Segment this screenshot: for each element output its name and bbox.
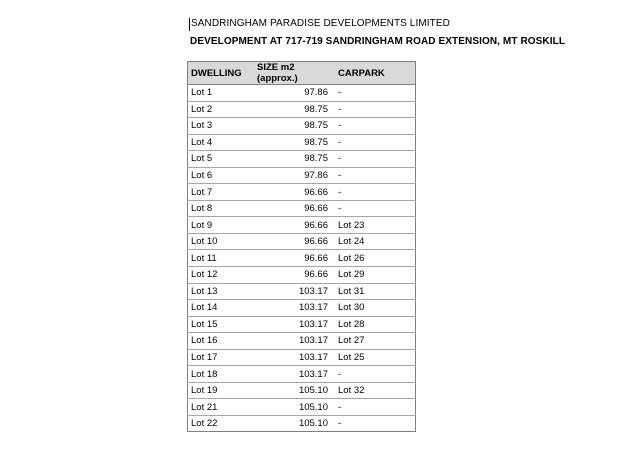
dwelling-cell: Lot 4 [188, 134, 255, 151]
table-row [188, 118, 416, 135]
row-spacer [403, 283, 416, 300]
table-row [188, 167, 416, 184]
table-row [188, 134, 416, 151]
carpark-cell: Lot 30 [331, 300, 403, 317]
dwelling-cell: Lot 9 [188, 217, 255, 234]
row-spacer [403, 250, 416, 267]
row-spacer [403, 101, 416, 118]
dwelling-cell: Lot 5 [188, 151, 255, 168]
row-spacer [403, 316, 416, 333]
carpark-cell: - [331, 134, 403, 151]
carpark-cell: Lot 29 [331, 267, 403, 284]
dwelling-cell: Lot 13 [188, 283, 255, 300]
size-cell: 103.17 [254, 300, 331, 317]
row-spacer [403, 167, 416, 184]
size-cell: 96.66 [254, 184, 331, 201]
table-row [188, 399, 416, 416]
carpark-cell: Lot 28 [331, 316, 403, 333]
table-row [188, 250, 416, 267]
table-row [188, 366, 416, 383]
table-row [188, 349, 416, 366]
row-spacer [403, 85, 416, 102]
carpark-cell: - [331, 151, 403, 168]
table-row [188, 300, 416, 317]
table-row [188, 233, 416, 250]
size-cell: 98.75 [254, 101, 331, 118]
dwelling-cell: Lot 10 [188, 233, 255, 250]
dwelling-cell: Lot 1 [188, 85, 255, 102]
size-cell: 96.66 [254, 200, 331, 217]
size-cell: 96.66 [254, 267, 331, 284]
dwelling-cell: Lot 11 [188, 250, 255, 267]
row-spacer [403, 200, 416, 217]
size-cell: 103.17 [254, 366, 331, 383]
carpark-cell: Lot 27 [331, 333, 403, 350]
carpark-cell: - [331, 366, 403, 383]
size-cell: 105.10 [254, 382, 331, 399]
column-spacer [403, 62, 416, 85]
carpark-cell: Lot 31 [331, 283, 403, 300]
size-cell: 98.75 [254, 118, 331, 135]
dwelling-cell: Lot 7 [188, 184, 255, 201]
dwelling-cell: Lot 18 [188, 366, 255, 383]
table-row [188, 200, 416, 217]
size-cell: 98.75 [254, 151, 331, 168]
table-row [188, 217, 416, 234]
dwelling-cell: Lot 17 [188, 349, 255, 366]
development-title: DEVELOPMENT AT 717-719 SANDRINGHAM ROAD EXTENSION, MT ROSKILL [190, 36, 566, 47]
size-cell: 98.75 [254, 134, 331, 151]
size-cell: 105.10 [254, 399, 331, 416]
row-spacer [403, 300, 416, 317]
dwelling-cell: Lot 14 [188, 300, 255, 317]
row-spacer [403, 134, 416, 151]
row-spacer [403, 267, 416, 284]
table-row [188, 415, 416, 432]
table-row [188, 316, 416, 333]
column-header-size: SIZE m2 (approx.) [254, 62, 331, 85]
text-cursor [189, 18, 190, 31]
size-cell: 96.66 [254, 217, 331, 234]
row-spacer [403, 366, 416, 383]
table-body [188, 85, 416, 432]
dwelling-cell: Lot 15 [188, 316, 255, 333]
size-cell: 103.17 [254, 349, 331, 366]
dwelling-cell: Lot 16 [188, 333, 255, 350]
carpark-cell: - [331, 184, 403, 201]
carpark-cell: Lot 24 [331, 233, 403, 250]
row-spacer [403, 151, 416, 168]
carpark-cell: - [331, 167, 403, 184]
carpark-cell: Lot 25 [331, 349, 403, 366]
carpark-cell: Lot 23 [331, 217, 403, 234]
dwelling-cell: Lot 6 [188, 167, 255, 184]
dwelling-cell: Lot 8 [188, 200, 255, 217]
size-cell: 96.66 [254, 250, 331, 267]
size-cell: 103.17 [254, 333, 331, 350]
row-spacer [403, 118, 416, 135]
table-header-row [188, 62, 416, 85]
company-name: SANDRINGHAM PARADISE DEVELOPMENTS LIMITED [191, 18, 450, 29]
size-cell: 103.17 [254, 316, 331, 333]
carpark-cell: - [331, 101, 403, 118]
table-row [188, 85, 416, 102]
row-spacer [403, 217, 416, 234]
row-spacer [403, 382, 416, 399]
carpark-cell: Lot 26 [331, 250, 403, 267]
carpark-cell: - [331, 118, 403, 135]
dwelling-cell: Lot 22 [188, 415, 255, 432]
row-spacer [403, 184, 416, 201]
carpark-cell: Lot 32 [331, 382, 403, 399]
row-spacer [403, 233, 416, 250]
column-header-carpark: CARPARK [331, 62, 403, 85]
column-header-dwelling: DWELLING [188, 62, 255, 85]
row-spacer [403, 415, 416, 432]
dwelling-cell: Lot 12 [188, 267, 255, 284]
size-cell: 105.10 [254, 415, 331, 432]
table-row [188, 184, 416, 201]
row-spacer [403, 399, 416, 416]
row-spacer [403, 333, 416, 350]
table-row [188, 151, 416, 168]
dwelling-cell: Lot 2 [188, 101, 255, 118]
size-cell: 103.17 [254, 283, 331, 300]
size-cell: 97.86 [254, 85, 331, 102]
table-row [188, 283, 416, 300]
table-row [188, 333, 416, 350]
carpark-cell: - [331, 200, 403, 217]
dwelling-cell: Lot 3 [188, 118, 255, 135]
carpark-cell: - [331, 415, 403, 432]
carpark-cell: - [331, 85, 403, 102]
table-row [188, 101, 416, 118]
lot-schedule-table [187, 61, 416, 432]
dwelling-cell: Lot 21 [188, 399, 255, 416]
table-row [188, 382, 416, 399]
dwelling-cell: Lot 19 [188, 382, 255, 399]
size-cell: 96.66 [254, 233, 331, 250]
size-cell: 97.86 [254, 167, 331, 184]
row-spacer [403, 349, 416, 366]
carpark-cell: - [331, 399, 403, 416]
table-row [188, 267, 416, 284]
